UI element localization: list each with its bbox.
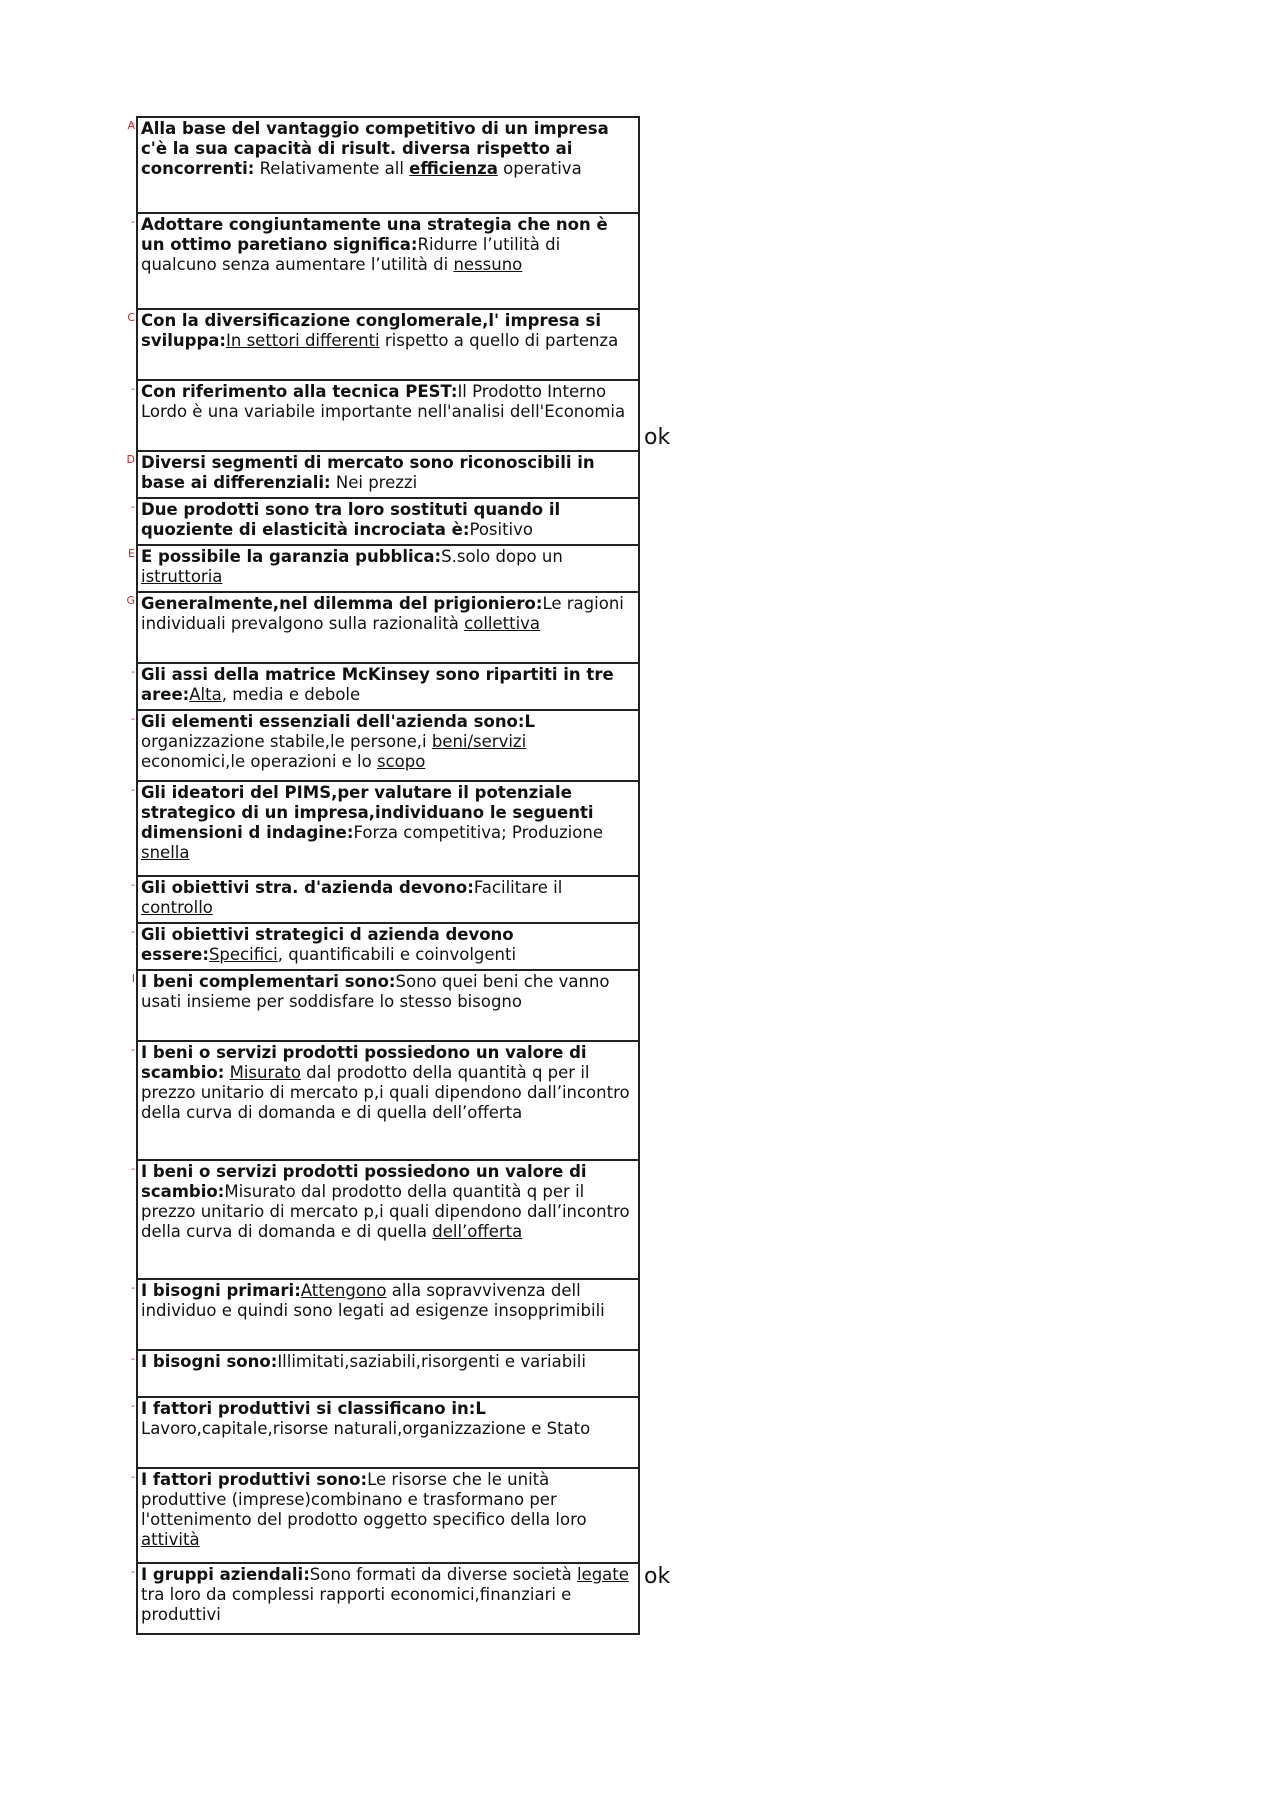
answer-text: , media e debole [221,685,361,704]
answer-text: Lavoro,capitale,risorse naturali,organizzazione e Stato [141,1419,591,1438]
question-text: Con riferimento alla tecnica PEST: [141,382,458,401]
table-row [131,212,640,310]
table-row [131,969,640,1042]
answer-text: operativa [497,159,582,178]
side-note-ok: ok [644,1564,671,1589]
row-mark: - [131,665,135,678]
answer-underlined: istruttoria [141,567,223,586]
answer-text: Sono quei beni che vanno usati insieme per soddisfare lo stesso bisogno [141,972,610,1011]
row-mark: E [128,547,135,560]
table-row [127,308,640,381]
question-text: I beni o servizi prodotti possiedono un valore di scambio: [141,1043,587,1082]
question-text: I bisogni sono: [141,1352,278,1371]
answer-underlined: efficienza [409,159,498,178]
answer-underlined: dell’offerta [432,1222,523,1241]
answer-underlined: attività [141,1530,200,1549]
answer-underlined: In settori differenti [226,331,380,350]
answer-text: alla sopravvivenza dell individuo e quindi sono legati ad esigenze insopprimibili [141,1281,605,1320]
table-row [131,1159,640,1280]
question-text: Con la diversificazione conglomerale,l' impresa si sviluppa: [141,311,601,350]
table-row [131,1349,640,1398]
question-text: Gli elementi essenziali dell'azienda sono:L [141,712,536,731]
table-row [131,780,640,877]
row-mark: C [127,311,135,324]
question-text: I beni complementari sono: [141,972,396,991]
row-mark: - [131,925,135,938]
table-row [126,591,640,664]
answer-text: dal prodotto della quantità q per il prezzo unitario di mercato p,i quali dipendono dall’incontro della curva di domanda e di quella dell’offerta [141,1063,630,1122]
question-text: I fattori produttivi si classificano in:L [141,1399,486,1418]
answer-text: S.solo dopo un [441,547,563,566]
table-row [131,379,640,452]
answer-underlined: Alta [189,685,222,704]
answer-text: Illimitati,saziabili,risorgenti e variabili [277,1352,586,1371]
table-row [131,497,640,546]
table-row [128,544,640,593]
answer-underlined: beni/servizi [431,732,527,751]
question-text: I beni o servizi prodotti possiedono un valore di scambio: [141,1162,587,1201]
answer-underlined: controllo [141,898,213,917]
answer-text: Forza competitiva; Produzione [353,823,603,842]
question-text: Due prodotti sono tra loro sostituti quando il quoziente di elasticità incrociata è: [141,500,561,539]
row-mark: - [131,712,135,725]
row-mark: - [131,382,135,395]
question-text: Gli obiettivi stra. d'azienda devono: [141,878,474,897]
row-mark: - [131,1565,135,1578]
table-row [131,1467,640,1564]
answer-text: Le risorse che le unità produttive (imprese)combinano e trasformano per l'ottenimento del prodotto oggetto specifico della loro [141,1470,587,1529]
row-mark: - [131,215,135,228]
row-mark: - [131,1043,135,1056]
question-text: Diversi segmenti di mercato sono riconoscibili in base ai differenziali: [141,453,595,492]
table-row [131,662,640,711]
table-row [131,922,640,971]
answer-text: , quantificabili e coinvolgenti [277,945,517,964]
answer-underlined: legate [576,1565,629,1584]
answer-underlined: Attengono [300,1281,387,1300]
question-text: E possibile la garanzia pubblica: [141,547,442,566]
table-row [131,1278,640,1351]
answer-text: Le ragioni individuali prevalgono sulla razionalità [141,594,624,633]
question-text: Gli assi della matrice McKinsey sono ripartiti in tre aree: [141,665,614,704]
answer-underlined: snella [141,843,190,862]
row-mark: - [131,1281,135,1294]
question-text: Generalmente,nel dilemma del prigioniero: [141,594,543,613]
answer-text: Ridurre l’utilità di qualcuno senza aumentare l’utilità di [141,235,561,274]
question-text: Gli obiettivi strategici d azienda devono essere: [141,925,514,964]
row-mark: - [131,783,135,796]
question-text: I gruppi aziendali: [141,1565,310,1584]
table-row [131,875,640,924]
answer-text: Relativamente all [254,159,410,178]
row-mark: I [131,972,135,985]
answer-text: Facilitare il [473,878,563,897]
answer-underlined: collettiva [464,614,541,633]
row-mark: - [131,1162,135,1175]
answer-underlined: Specifici [208,945,278,964]
row-mark: - [131,878,135,891]
row-mark: - [131,500,135,513]
question-text: I bisogni primari: [141,1281,301,1300]
answer-text: Positivo [469,520,534,539]
answer-underlined: Misurato [229,1063,301,1082]
table-row [131,1040,640,1161]
answer-text: Nei prezzi [330,473,418,492]
answer-text: tra loro da complessi rapporti economici,finanziari e produttivi [141,1585,572,1624]
side-note-ok: ok [644,425,671,450]
row-mark: A [127,119,135,132]
row-mark: - [131,1399,135,1412]
question-text: I fattori produttivi sono: [141,1470,368,1489]
answer-underlined: nessuno [453,255,523,274]
answer-text: Misurato dal prodotto della quantità q per il prezzo unitario di mercato p,i quali dipendono dall’incontro della curva di domanda e di quella [141,1182,630,1241]
question-text: Adottare congiuntamente una strategia che non è un ottimo paretiano significa: [141,215,608,254]
row-mark: - [131,1352,135,1365]
quiz-table [126,116,640,1635]
answer-underlined: scopo [376,752,426,771]
row-mark: D [126,453,135,466]
table-row [131,709,640,782]
answer-text: organizzazione stabile,le persone,i [141,732,432,751]
answer-text: Sono formati da diverse società [309,1565,577,1584]
question-text: Gli ideatori del PIMS,per valutare il potenziale strategico di un impresa,individuano le seguenti dimensioni d indagine: [141,783,594,842]
table-row [126,450,640,499]
question-text: Alla base del vantaggio competitivo di un impresa c'è la sua capacità di risult. diversa rispetto ai concorrenti: [141,119,609,178]
answer-text: rispetto a quello di partenza [379,331,619,350]
row-mark: G [126,594,135,607]
table-row [131,1396,640,1469]
answer-text: economici,le operazioni e lo [141,752,377,771]
answer-text: Il Prodotto Interno Lordo è una variabile importante nell'analisi dell'Economia [141,382,626,421]
row-mark: - [131,1470,135,1483]
table-row [127,116,640,214]
table-row [131,1562,640,1635]
